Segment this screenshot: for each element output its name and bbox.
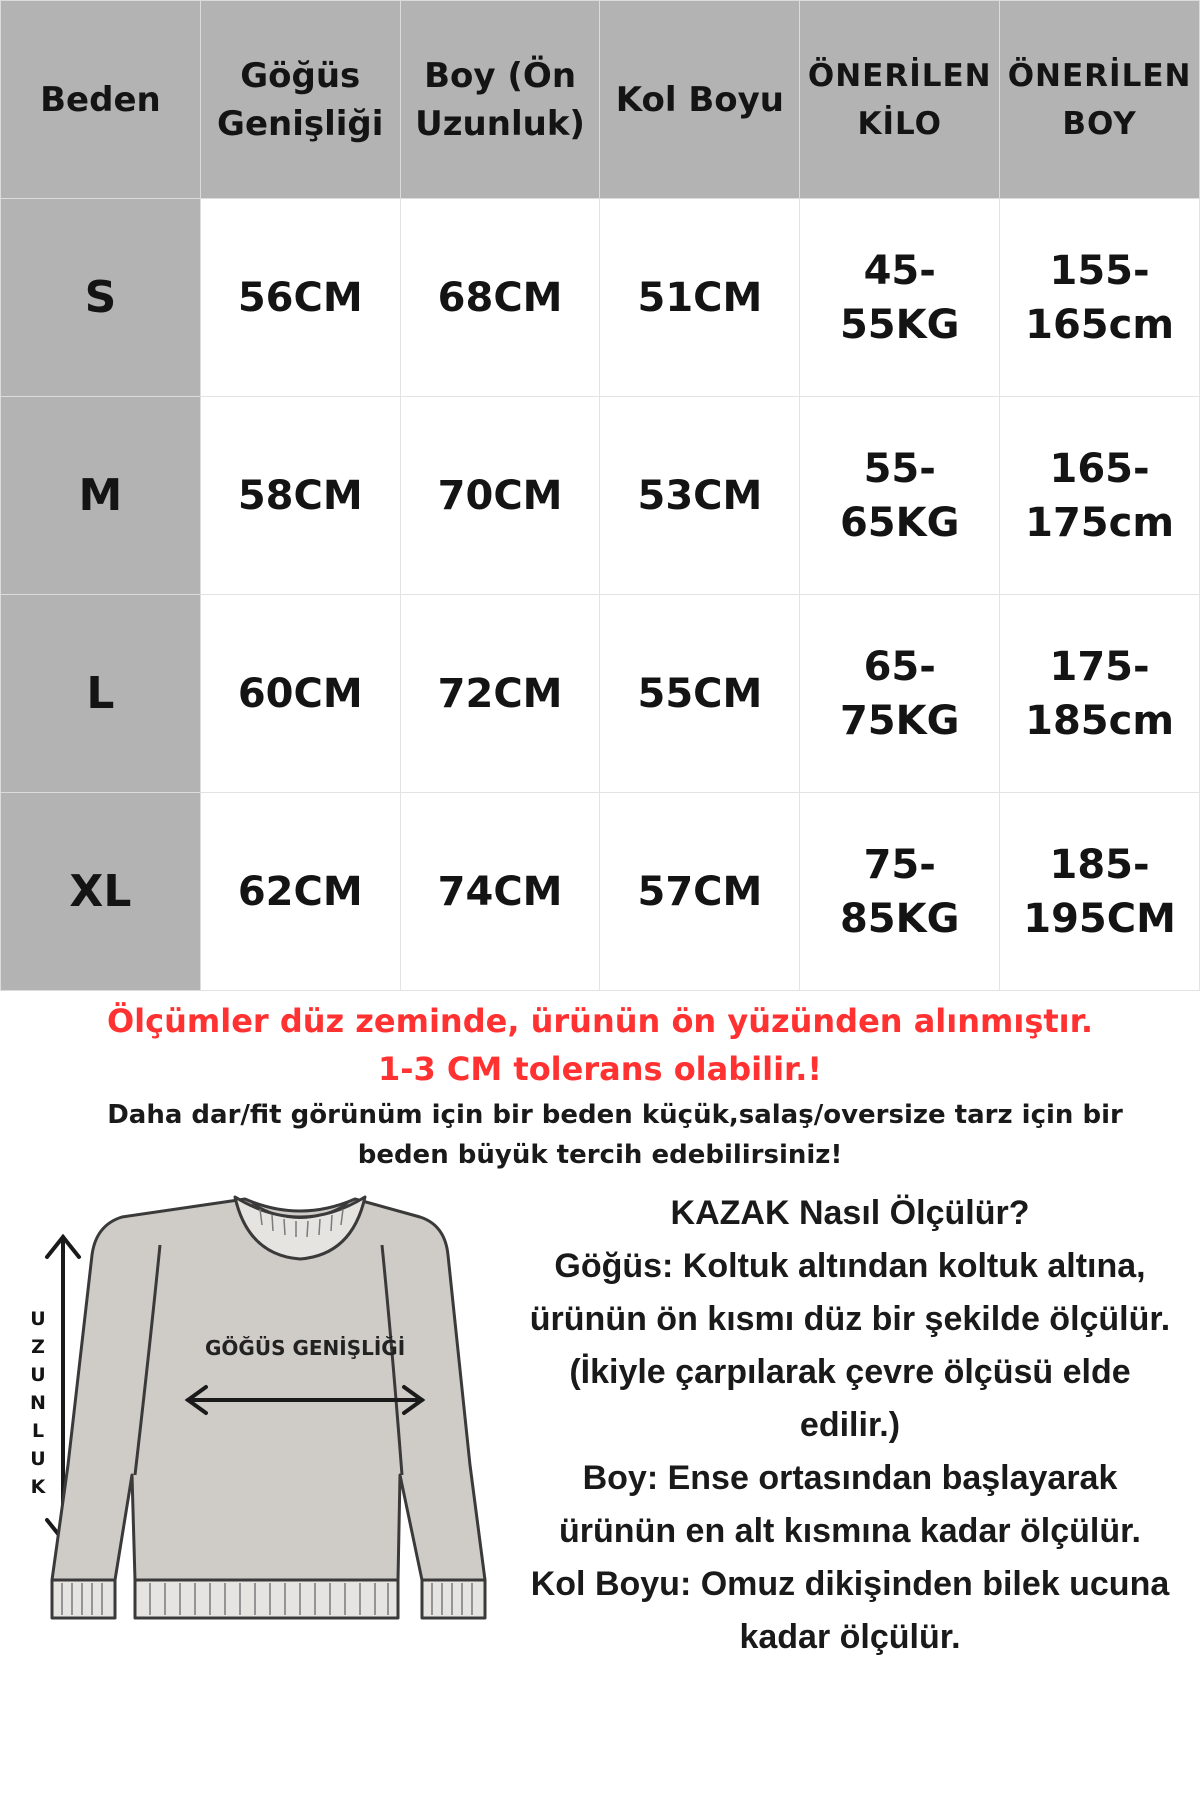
header-chest: Göğüs Genişliği bbox=[200, 1, 400, 199]
sleeve-cell: 57CM bbox=[600, 793, 800, 991]
howto-title: KAZAK Nasıl Ölçülür? bbox=[670, 1194, 1030, 1232]
header-recommended-height: ÖNERİLEN BOY bbox=[1000, 1, 1200, 199]
howto-line: kadar ölçülür. bbox=[739, 1618, 961, 1656]
chest-width-label: GÖĞÜS GENİŞLİĞİ bbox=[205, 1336, 406, 1360]
length-cell: 70CM bbox=[400, 397, 600, 595]
length-cell: 68CM bbox=[400, 199, 600, 397]
fit-advice-line-1: Daha dar/fit görünüm için bir beden küçük,salaş/oversize tarz için bir bbox=[107, 1100, 1123, 1130]
weight-cell: 65- 75KG bbox=[800, 595, 1000, 793]
chest-cell: 56CM bbox=[200, 199, 400, 397]
size-cell: S bbox=[1, 199, 201, 397]
howto-line: edilir.) bbox=[799, 1406, 901, 1444]
sleeve-cell: 51CM bbox=[600, 199, 800, 397]
header-sleeve: Kol Boyu bbox=[600, 1, 800, 199]
table-row bbox=[1, 595, 1200, 793]
size-cell: L bbox=[1, 595, 201, 793]
weight-cell: 45- 55KG bbox=[800, 199, 1000, 397]
height-cell: 185- 195CM bbox=[1000, 793, 1200, 991]
howto-line: Göğüs: Koltuk altından koltuk altına, bbox=[554, 1247, 1146, 1285]
header-length: Boy (Ön Uzunluk) bbox=[400, 1, 600, 199]
weight-cell: 75- 85KG bbox=[800, 793, 1000, 991]
size-cell: M bbox=[1, 397, 201, 595]
chest-cell: 58CM bbox=[200, 397, 400, 595]
howto-line: ürünün ön kısmı düz bir şekilde ölçülür. bbox=[529, 1300, 1171, 1338]
tolerance-notice: 1-3 CM tolerans olabilir.! bbox=[377, 1050, 823, 1088]
howto-line: (İkiyle çarpılarak çevre ölçüsü elde bbox=[569, 1353, 1131, 1391]
howto-line: ürünün en alt kısmına kadar ölçülür. bbox=[559, 1512, 1141, 1550]
how-to-measure-text bbox=[520, 1187, 1180, 1664]
length-cell: 74CM bbox=[400, 793, 600, 991]
table-header-row bbox=[1, 1, 1200, 199]
sleeve-cell: 55CM bbox=[600, 595, 800, 793]
height-cell: 165- 175cm bbox=[1000, 397, 1200, 595]
table-row bbox=[1, 397, 1200, 595]
table-row bbox=[1, 793, 1200, 991]
chest-cell: 60CM bbox=[200, 595, 400, 793]
weight-cell: 55- 65KG bbox=[800, 397, 1000, 595]
length-cell: 72CM bbox=[400, 595, 600, 793]
header-size: Beden bbox=[1, 1, 201, 199]
fit-advice-line-2: beden büyük tercih edebilirsiniz! bbox=[357, 1140, 843, 1170]
length-vertical-label: U Z U N L U K bbox=[30, 1308, 46, 1498]
table-row bbox=[1, 199, 1200, 397]
sleeve-cell: 53CM bbox=[600, 397, 800, 595]
sweater-illustration bbox=[0, 1175, 540, 1635]
height-cell: 175- 185cm bbox=[1000, 595, 1200, 793]
chest-cell: 62CM bbox=[200, 793, 400, 991]
measurement-notice: Ölçümler düz zeminde, ürünün ön yüzünden alınmıştır. bbox=[106, 1002, 1094, 1040]
sweater-body bbox=[52, 1197, 485, 1618]
header-recommended-weight: ÖNERİLEN KİLO bbox=[800, 1, 1000, 199]
howto-line: Kol Boyu: Omuz dikişinden bilek ucuna bbox=[530, 1565, 1170, 1603]
howto-line: Boy: Ense ortasından başlayarak bbox=[582, 1459, 1118, 1497]
size-cell: XL bbox=[1, 793, 201, 991]
height-cell: 155- 165cm bbox=[1000, 199, 1200, 397]
